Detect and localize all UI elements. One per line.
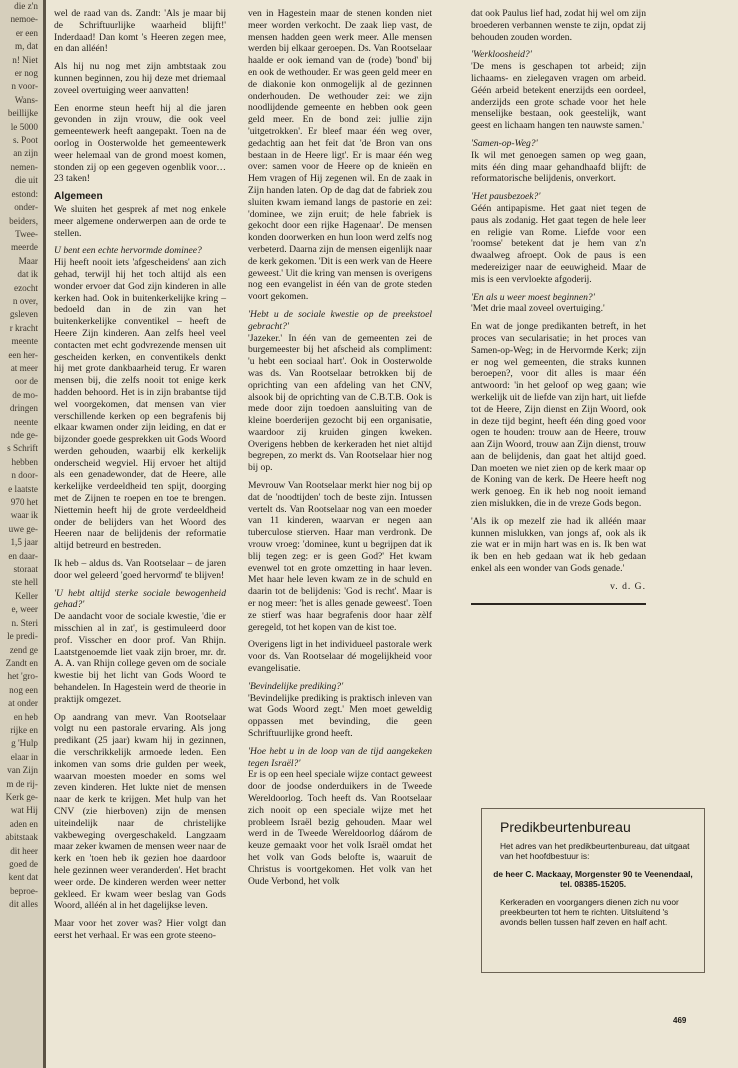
paragraph: Overigens ligt in het individueel pastorale werk voor ds. Van Rootselaar dé mogelijkheid voor evangelisatie. <box>248 639 432 675</box>
gutter-fragment: storaat <box>13 564 38 575</box>
notice-intro: Het adres van het predikbeurtenbureau, dat uitgaat van het hoofdbestuur is: <box>500 841 690 862</box>
gutter-fragment: meerde <box>10 242 38 253</box>
interview-question: 'Hoe hebt u in de loop van de tijd aangekeken tegen Israël?' <box>248 745 432 769</box>
gutter-fragment: oor de <box>14 376 38 387</box>
interview-question: 'Werkloosheid?' <box>471 49 532 61</box>
gutter-fragment: nemoe- <box>10 14 38 25</box>
gutter-fragment: n over, <box>12 295 38 306</box>
gutter-fragment: wat Hij <box>10 805 38 816</box>
gutter-fragment: le predi- <box>7 631 38 642</box>
gutter-fragment: die z'n <box>14 1 38 11</box>
notice-address: de heer C. Mackaay, Morgenster 90 te Veenendaal, tel. 08385-15205. <box>493 868 693 890</box>
paragraph: 'Jazeker.' In één van de gemeenten zei de burgemeester bij het afscheid als compliment: 'u hebt een sociaal hart'. Ook in Oosterwolde was ds. Van Rootselaar betrokken bij de oprichting van een afdeling van het CNV, alsook bij de oprichting van de C.B.T.B. Ook is mede door zijn toedoen aansluiting van de kleine boerderijen gezocht bij een organisatie, waardoor zij kruiden gingen kweken. Overigens hebben de kerkeraden het niet altijd begrepen, zo merkt ds. Van Rootselaar hier nog bij op. <box>248 332 432 474</box>
gutter-fragment: Wans- <box>14 94 38 105</box>
article-end-rule <box>471 603 646 605</box>
paragraph: 'Met drie maal zoveel overtuiging.' <box>471 303 605 315</box>
gutter-fragment: nemen- <box>10 161 38 172</box>
gutter-fragment: m de rij- <box>6 778 38 789</box>
gutter-fragment: dit alles <box>9 899 38 910</box>
interview-question: 'Hebt u de sociale kwestie op de preekstoel gebracht?' <box>248 308 432 332</box>
paragraph: Als hij nu nog met zijn ambtstaak zou kunnen beginnen, zou hij deze met driemaal zoveel overtuiging weer aanvatten! <box>54 61 226 96</box>
gutter-fragment: gsleven <box>9 309 38 320</box>
interview-question: 'Samen-op-Weg?' <box>471 137 538 149</box>
author-initials: v. d. G. <box>610 580 646 592</box>
column-2 <box>248 8 432 893</box>
page-number: 469 <box>673 1016 687 1025</box>
paragraph: Een enorme steun heeft hij al die jaren gevonden in zijn vrouw, die ook veel gemeentewerk heeft aangepakt. Toen na de oorlog in Oosterwolde het gemeentewerk weer helemaal van de grond moest komen, stonden zij op een gegeven ogenblik voor… 23 taken! <box>54 102 226 185</box>
interview-question: 'Het pausbezoek?' <box>471 191 541 203</box>
notice-title: Predikbeurtenbureau <box>500 819 631 835</box>
gutter-fragment: Kerk ge- <box>5 791 38 802</box>
gutter-fragment: abitstaak <box>5 832 38 843</box>
gutter-fragment: dringen <box>9 403 38 414</box>
gutter-fragment: at onder <box>8 698 38 709</box>
paragraph: Ik wil met genoegen samen op weg gaan, mits één ding maar gehandhaafd blijft: de reformatorische belijdenis, onverkort. <box>471 149 646 185</box>
gutter-fragment: Maar <box>18 255 38 266</box>
paragraph: wel de raad van ds. Zandt: 'Als je maar bij de Schriftuurlijke waarheid blijft!' Inderdaad! Dan komt 's Heeren zegen mee, en dan alléén! <box>54 8 226 55</box>
paragraph: ven in Hagestein maar de stenen konden niet meer worden verkocht. De zaak liep vast, de mensen hadden geen werk meer. Alle mensen werden bij elkaar geroepen. Ds. Van Rootselaar haalde er ook iemand van de (rode) 'bond' bij en ook de wethouder. Er was geen geld meer en de diakonie kon onmogelijk al de gezinnen onderhouden. De wethouder zei: we zijn noodlijdende gemeente en hebben ook geen geld meer. En de bond zei: jullie zijn 'uitgetrokken'. Er bleef maar één weg over, gedachtig aan het feit dat 'de Bron van ons bestaan in de Heere ligt'. Er is maar één weg over: samen voor de Heere op de knieën en Hem vragen of Hij zegenen wil. En de zaak in Zijn handen laten. Op de dag dat de fabriek zou sluiten kwam iemand langs de pastorie en zei: 'dominee, we zijn eruit; de hele fabriek is gekocht door een rijke Hagenaar'. De mensen konden doorwerken en hun loon werd zelfs nog verbeterd. Daarna zijn de mensen eigenlijk naar de kerk gekomen. 'Dit is een werk van de Heere geweest.' Uit die kring van mensen is overigens nog een evangelist in één van de grote steden voort gekomen. <box>248 8 432 303</box>
gutter-fragment: van Zijn <box>7 765 38 776</box>
gutter-fragment: er een <box>15 27 38 38</box>
interview-question: U bent een echte hervormde dominee? <box>54 245 202 257</box>
paragraph: Géén antipapisme. Het gaat niet tegen de paus als zodanig. Het gaat tegen de hele leer en religie van Rome. Liefde voor een 'roomse' betekent dat je hem van z'n dwaalweg afroept. Ook de paus is een medereiziger naar de eeuwigheid. Maar de mis is een vervloekte afgoderij. <box>471 202 646 285</box>
gutter-fragment: uwe ge- <box>8 523 38 534</box>
gutter-fragment: dat ik <box>17 269 38 280</box>
paragraph: We sluiten het gesprek af met nog enkele meer algemene onderwerpen aan de orde te stellen. <box>54 203 226 239</box>
gutter-fragment: een her- <box>8 349 38 360</box>
notice-box <box>481 808 705 973</box>
gutter-fragment: n. Steri <box>11 617 38 628</box>
gutter-fragment: nog een <box>9 684 38 695</box>
column-1 <box>54 8 226 948</box>
gutter-fragment: e, weer <box>11 604 38 615</box>
paragraph: 'Als ik op mezelf zie had ik alléén maar kunnen mislukken, van jongs af, ook als ik zie wat er in mijn hart was en is. Ik ben wat ik ben en heb gedaan wat ik heb gedaan enkel als een wonder van Gods genade.' <box>471 515 646 575</box>
gutter-fragment: beproe- <box>9 885 38 896</box>
previous-page-edge <box>0 0 46 1068</box>
gutter-fragment: en heb <box>13 711 38 722</box>
gutter-fragment: ezocht <box>14 282 38 293</box>
interview-question: 'En als u weer moest beginnen?' <box>471 291 595 303</box>
gutter-fragment: nde ge- <box>10 430 38 440</box>
column-3 <box>471 8 646 605</box>
paragraph: 'De mens is geschapen tot arbeid; zijn lichaams- en zielegaven vragen om arbeid. Géén arbeid betekent enerzijds een oordeel, anderzijds een grote schade voor het hele menselijke bestaan, ook geestelijk, want geest en lichaam hangen ten nauwste samen.' <box>471 61 646 132</box>
paragraph: Er is op een heel speciale wijze contact geweest door de joodse onderduikers in de Tweede Wereldoorlog. Toch heeft ds. Van Rootselaar zich nooit op een speciale wijze met het probleem Israël bezig gehouden. Maar wel werd in de Tweede Wereldoorlog dáárom de keuze gemaakt voor het volk Israël omdat het het volk van Gods belofte is, waaruit de Christus is voortgekomen. Het volk van het Oude Verbond, het volk <box>248 769 432 887</box>
notice-body: Kerkeraden en voorgangers dienen zich nu voor preekbeurten tot hem te richten. Uitsluitend 's avonds bellen tussen half zeven en half acht. <box>500 896 679 928</box>
section-heading: Algemeen <box>54 191 103 203</box>
gutter-fragment: kent dat <box>8 872 38 883</box>
gutter-fragment: 1,5 jaar <box>10 537 38 548</box>
gutter-fragment: e laatste <box>8 483 38 494</box>
paragraph: dat ook Paulus lief had, zodat hij wel om zijn broederen verbannen wenste te zijn, opdat zij behouden zouden worden. <box>471 8 646 43</box>
gutter-fragment: goed de <box>9 859 38 869</box>
gutter-fragment: meente <box>11 336 38 347</box>
paragraph: 'Bevindelijke prediking is praktisch inleven van wat Gods Woord zegt.' Men moet geweldig oppassen met bevinding, die geen Schriftuurlijke grond heeft. <box>248 692 432 740</box>
gutter-fragment: hebben <box>11 456 38 467</box>
gutter-fragment: beillijke <box>7 108 38 119</box>
gutter-fragment: er nog <box>14 68 38 79</box>
gutter-fragment: r kracht <box>9 322 38 333</box>
gutter-fragment: Twee- <box>15 228 38 239</box>
gutter-fragment: de mo- <box>12 389 38 400</box>
gutter-fragment: n door- <box>11 470 38 481</box>
gutter-fragment: m, dat <box>15 41 38 52</box>
gutter-fragment: at meer <box>10 362 38 373</box>
gutter-fragment: ste hell <box>11 577 38 588</box>
gutter-fragment: n voor- <box>11 81 38 92</box>
gutter-fragment: Zandt en <box>5 657 38 668</box>
gutter-fragment: het 'gro- <box>7 671 38 682</box>
interview-question: 'Bevindelijke prediking?' <box>248 680 344 692</box>
paragraph: Ik heb – aldus ds. Van Rootselaar – de jaren door wel geleerd 'goed hervormd' te blijven! <box>54 558 226 581</box>
paragraph: Mevrouw Van Rootselaar merkt hier nog bij op dat de 'noodtijden' toch de beste zijn. Intussen vertelt ds. Van Rootselaar nog van een moeder van 11 kinderen, waarvan er negen aan tuberculose stierven. Haar man verdronk. De vrouw vroeg: 'dominee, kunt u begrijpen dat ik blij tegen zeg: er is geen God?' Het kwam evenwel tot en grote omzetting in haar leven. Met haar hele leven kwam ze in de schuld en daarin tot de belijdenis: 'God is recht'. Maar is er nog meer: 'het is alles genade geweest'. Toen ze stierf was haar begrafenis door haar zèlf geregeld, tot het kopen van de kist toe. <box>248 480 432 633</box>
gutter-fragment: aden en <box>9 818 38 829</box>
gutter-fragment: Keller <box>15 590 38 601</box>
paragraph: Op aandrang van mevr. Van Rootselaar volgt nu een pastorale ervaring. Als jong predikant (25 jaar) kwam hij in gezinnen, die verschrikkelijk armoede leden. Een inkomen van soms drie gulden per week, waarvan moesten moeder en soms wel zeven kinderen. Het lukte niet de mensen naar de kerk te krijgen. Met hulp van het CNV (zie hierboven) zijn de mensen uiteindelijk naar de christelijke vakbeweging overgeschakeld. Langzaam maar zeker kwamen de mensen weer naar de kerk en 'toen heb ik gezien hoe daardoor hele gezinnen weer veranderden'. Het bracht weer orde. De kinderen werden weer netter gekleed. Er kwam weer beslag van Gods Woord, alléén al in het dagelijkse leven. <box>54 711 226 912</box>
gutter-fragment: s. Poot <box>12 135 38 146</box>
gutter-fragment: estond: <box>11 188 38 199</box>
column-3-body <box>471 8 646 575</box>
gutter-fragment: die uit <box>14 175 38 186</box>
paragraph: En wat de jonge predikanten betreft, in het proces van secularisatie; in het proces van Samen-op-Weg; in de Hervormde Kerk; zijn er nog wel gemeenten, die straks kunnen beroepen?, voor dit alles is maar één antwoord: 'in het geloof op weg gaan; wie werkelijk uit de liefde van zijn hart, uit liefde tot de Heere, Zijn dienst en Zijn Woord, ook in deze tijd begint, heeft één ding goed voor ogen te houden: trouw aan de Heere, trouw aan Zijn Woord, trouw aan Zijn dienst, trouw aan de belijdenis, dan gaat het altijd goed. Dan moeten we niet zien op de kerk maar op de Koning van de kerk. De Heere heeft nog werk genoeg. En ik heb nog nooit iemand zien mislukken, die in de vreze Gods begon. <box>471 321 646 510</box>
gutter-fragment: beiders, <box>9 215 38 226</box>
paragraph: Maar voor het zover was? Hier volgt dan eerst het verhaal. Er was een grote steeno- <box>54 918 226 941</box>
gutter-fragment: rijke en <box>10 724 38 735</box>
gutter-fragment: le 5000 <box>10 121 38 132</box>
gutter-fragment: an zijn <box>13 148 38 159</box>
gutter-fragment: zend ge <box>9 644 38 655</box>
paragraph: De aandacht voor de sociale kwestie, 'die er misschien al in zat', is gestimuleerd door prof. Visscher en door prof. Van Rhijn. Laatstgenoemde liet vaak zijn broer, mr. dr. A. A. van Rhijn college geven om de sociale kwestie bij het licht van Gods Woord te behandelen. In Hagestein werd de theorie in praktijk omgezet. <box>54 611 226 705</box>
gutter-fragment: dit heer <box>10 845 38 856</box>
gutter-fragment: elaar in <box>10 751 38 762</box>
gutter-fragment: 970 het <box>10 497 38 508</box>
gutter-fragment: neente <box>14 416 38 427</box>
gutter-fragment: s Schrift <box>7 443 38 454</box>
gutter-fragment: onder- <box>14 202 38 213</box>
interview-question: 'U hebt altijd sterke sociale bewogenheid gehad?' <box>54 587 226 611</box>
gutter-fragment: waar ik <box>10 510 38 521</box>
gutter-fragment: en daar- <box>8 550 38 561</box>
gutter-fragment: g 'Hulp <box>11 738 38 749</box>
paragraph: Hij heeft nooit iets 'afgescheidens' aan zich gehad, terwijl hij het toch altijd als een wonder ervoer dat God zijn kinderen in alle kerken had. Ook in buitenkerkelijke kring – bedoeld dan in de zin van het buitenkerkelijke conventikel – heeft de Heere Zijn kinderen. Aan zelfs heel veel contacten met echt godvrezende mensen uit gescheiden kerken, en conventikels denkt hij met grote dankbaarheid terug. Er waren mensen bij, die zelfs nooit tot enige kerk hadden behoord. Het is in zijn brabantse tijd wel voorgekomen, dat mensen van vier verschillende kerken op een begrafenis bij elkaar kwamen onder zijn leiding, en dat er bijzonder goede gesprekken uit Gods Woord werden gehouden, waarbij elk kerkelijk onderscheid wegviel. Hij ervoer het altijd als een genadewonder, dat de Heere, alle kerkelijke verdeeldheid ten spijt, doorging met de Zijnen te roepen en toe te brengen. Niettemin heeft hij de grote verdeeldheid onder de belijders van het Woord des Heeren naar de belijdenis der reformatie altijd betreurd en bestreden. <box>54 257 226 552</box>
gutter-fragment: n! Niet <box>12 54 38 65</box>
